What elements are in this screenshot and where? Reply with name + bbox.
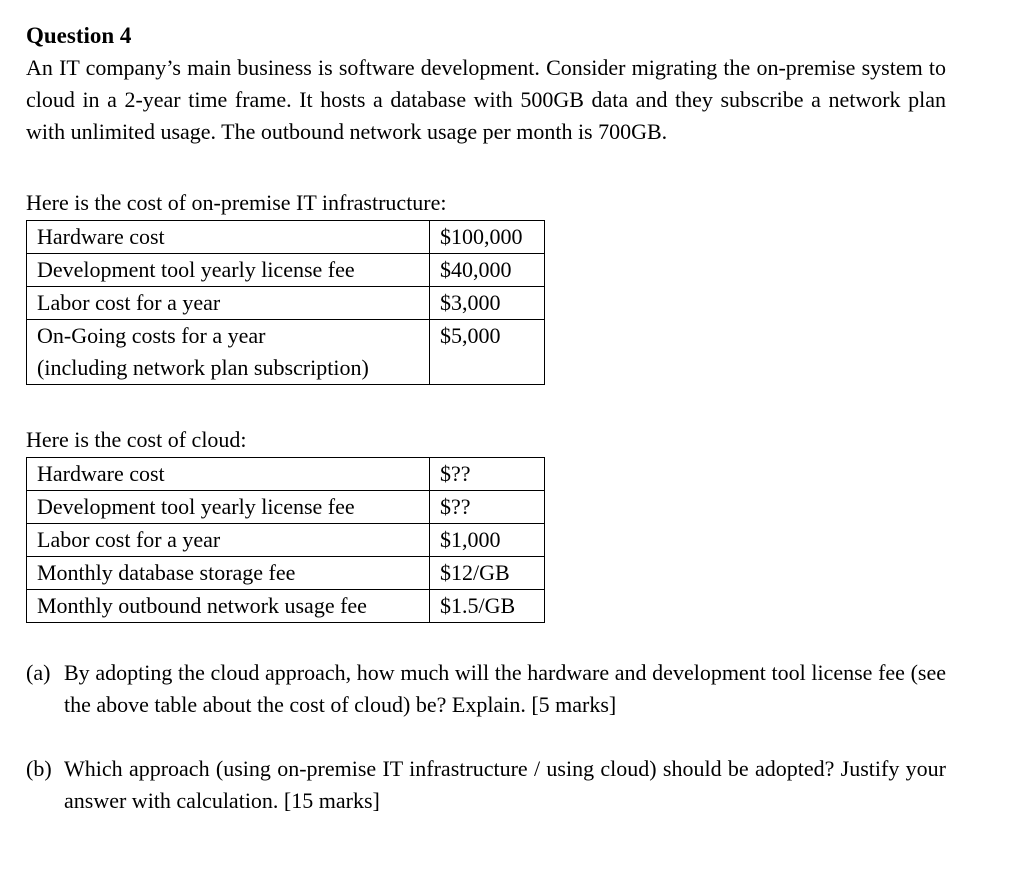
- sub-question-text: By adopting the cloud approach, how much will the hardware and development tool license fee (see the above table about the cost of cloud) be? Explain. [5 marks]: [64, 660, 946, 717]
- cost-value: $??: [430, 458, 545, 491]
- table-row: [27, 287, 545, 320]
- table-row: [27, 590, 545, 623]
- cost-label-line-2: (including network plan subscription): [37, 355, 369, 380]
- sub-question-a: [26, 657, 946, 721]
- cloud-intro: Here is the cost of cloud:: [26, 427, 247, 452]
- table-row: [27, 491, 545, 524]
- table-row: [27, 254, 545, 287]
- table-row: [27, 458, 545, 491]
- sub-question-label: (b): [26, 756, 52, 781]
- sub-questions: [26, 657, 946, 817]
- cost-label: Development tool yearly license fee: [27, 491, 430, 524]
- cost-value: $100,000: [430, 221, 545, 254]
- on-premise-cost-table: [26, 220, 545, 385]
- cost-label: Monthly outbound network usage fee: [27, 590, 430, 623]
- cost-value: $1.5/GB: [430, 590, 545, 623]
- cost-label: Labor cost for a year: [27, 287, 430, 320]
- cost-label: Hardware cost: [27, 458, 430, 491]
- table-row: [27, 221, 545, 254]
- sub-question-b: [26, 753, 946, 817]
- question-description: An IT company’s main business is software development. Consider migrating the on-premise system to cloud in a 2-year time frame. It hosts a database with 500GB data and they subscribe a network plan with unlimited usage. The outbound network usage per month is 700GB.: [26, 55, 946, 144]
- cost-label: Development tool yearly license fee: [27, 254, 430, 287]
- sub-question-text: Which approach (using on-premise IT infrastructure / using cloud) should be adopted? Justify your answer with calculation. [15 marks]: [64, 756, 946, 813]
- cost-value: $??: [430, 491, 545, 524]
- cost-label: [27, 320, 430, 385]
- cost-value: $40,000: [430, 254, 545, 287]
- cost-label: Hardware cost: [27, 221, 430, 254]
- question-title: Question 4: [26, 23, 132, 48]
- table-row: [27, 524, 545, 557]
- table-row: [27, 557, 545, 590]
- on-premise-intro: Here is the cost of on-premise IT infrastructure:: [26, 190, 447, 215]
- cost-value: $5,000: [430, 320, 545, 385]
- cost-label: Monthly database storage fee: [27, 557, 430, 590]
- cost-value: $3,000: [430, 287, 545, 320]
- cost-value: $1,000: [430, 524, 545, 557]
- cost-value: $12/GB: [430, 557, 545, 590]
- cost-label: Labor cost for a year: [27, 524, 430, 557]
- document-page: [26, 22, 946, 849]
- sub-question-label: (a): [26, 660, 51, 685]
- cloud-cost-table: [26, 457, 545, 623]
- cost-label-line-1: On-Going costs for a year: [37, 323, 266, 348]
- table-row: [27, 320, 545, 385]
